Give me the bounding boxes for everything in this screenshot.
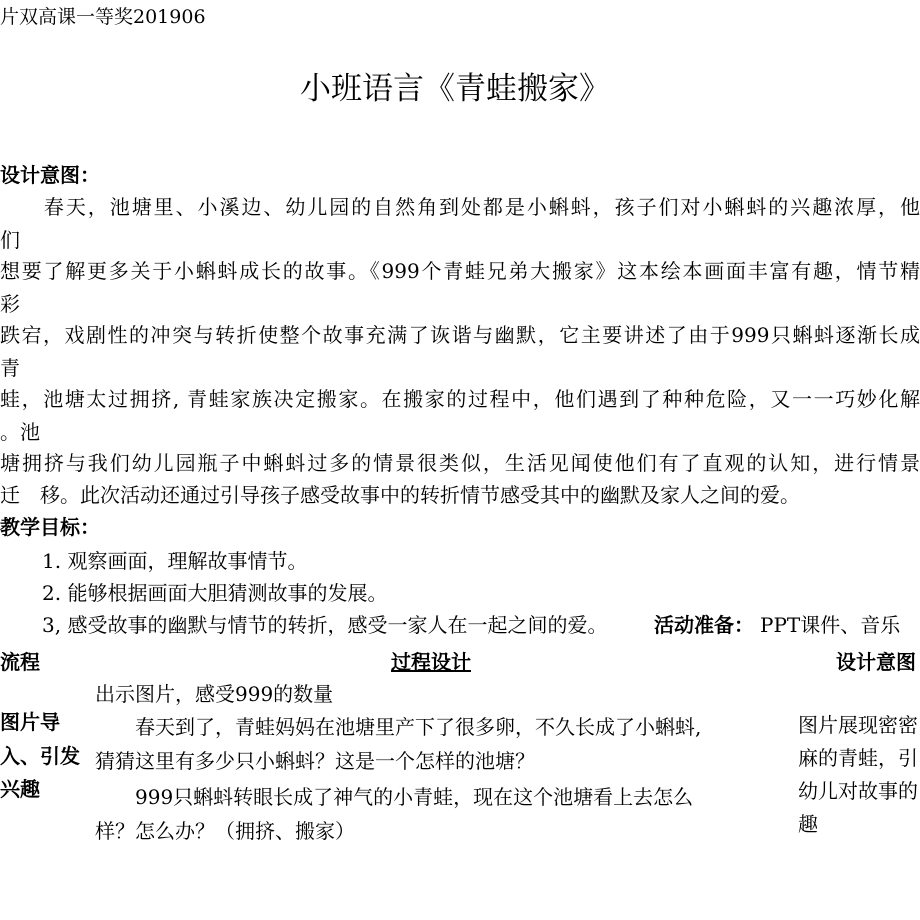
flow-cell-line: 兴趣 — [0, 777, 40, 801]
paragraph-line: 塘拥挤与我们幼儿园瓶子中蝌蚪过多的情景很类似，生活见闻使他们有了直观的认知，进行情景 — [0, 451, 920, 475]
intent-cell-line: 图片展现密密 — [798, 713, 918, 737]
paragraph-line: 彩 — [0, 292, 20, 316]
table-header-process: 过程设计 — [391, 650, 471, 674]
paragraph-line: 蛙，池塘太过拥挤, 青蛙家族决定搬家。在搬家的过程中，他们遇到了种种危险，又一一巧妙化解 — [0, 387, 920, 411]
process-cell-line: 样？怎么办？（拥挤、搬家） — [95, 819, 355, 843]
document-header: 片双高课一等奖201906 — [0, 6, 206, 28]
goal-item: 1. 观察画面，理解故事情节。 — [42, 549, 308, 573]
paragraph-line: 们 — [0, 228, 20, 252]
page-title: 小班语言《青蛙搬家》 — [300, 71, 610, 107]
table-header-intent: 设计意图 — [836, 650, 916, 674]
intent-cell-line: 幼儿对故事的 — [798, 779, 918, 803]
table-header-flow: 流程 — [0, 650, 40, 674]
prep-value: PPT课件、音乐 — [760, 613, 901, 637]
paragraph-line: 。池 — [0, 420, 40, 444]
intent-cell-line: 麻的青蛙，引 — [798, 746, 918, 770]
flow-cell-line: 入、引发 — [0, 744, 80, 768]
goals-heading: 教学目标： — [0, 515, 100, 539]
paragraph-line: 迁 移。此次活动还通过引导孩子感受故事中的转折情节感受其中的幽默及家人之间的爱。 — [0, 483, 800, 507]
flow-cell-line: 图片导 — [0, 710, 60, 734]
design-intent-heading: 设计意图： — [0, 163, 100, 187]
process-cell-line: 春天到了，青蛙妈妈在池塘里产下了很多卵，不久长成了小蝌蚪, — [95, 715, 702, 739]
prep-label: 活动准备： — [654, 613, 754, 637]
goal-item: 3, 感受故事的幽默与情节的转折，感受一家人在一起之间的爱。 — [42, 613, 608, 637]
goal-item: 2. 能够根据画面大胆猜测故事的发展。 — [42, 581, 388, 605]
paragraph-line: 跌宕，戏剧性的冲突与转折使整个故事充满了诙谐与幽默，它主要讲述了由于999只蝌蚪逐渐长成 — [0, 323, 920, 347]
process-cell-line: 出示图片，感受999的数量 — [95, 682, 334, 706]
process-cell-line: 猜猜这里有多少只小蝌蚪？这是一个怎样的池塘？ — [95, 749, 535, 773]
intent-cell-line: 趣 — [798, 812, 818, 836]
paragraph-line: 想要了解更多关于小蝌蚪成长的故事。《999个青蛙兄弟大搬家》这本绘本画面丰富有趣，情节精 — [0, 259, 920, 283]
paragraph-line: 春天，池塘里、小溪边、幼儿园的自然角到处都是小蝌蚪，孩子们对小蝌蚪的兴趣浓厚，他 — [0, 195, 920, 219]
process-cell-line: 999只蝌蚪转眼长成了神气的小青蛙，现在这个池塘看上去怎么 — [95, 785, 694, 809]
paragraph-line: 青 — [0, 356, 20, 380]
